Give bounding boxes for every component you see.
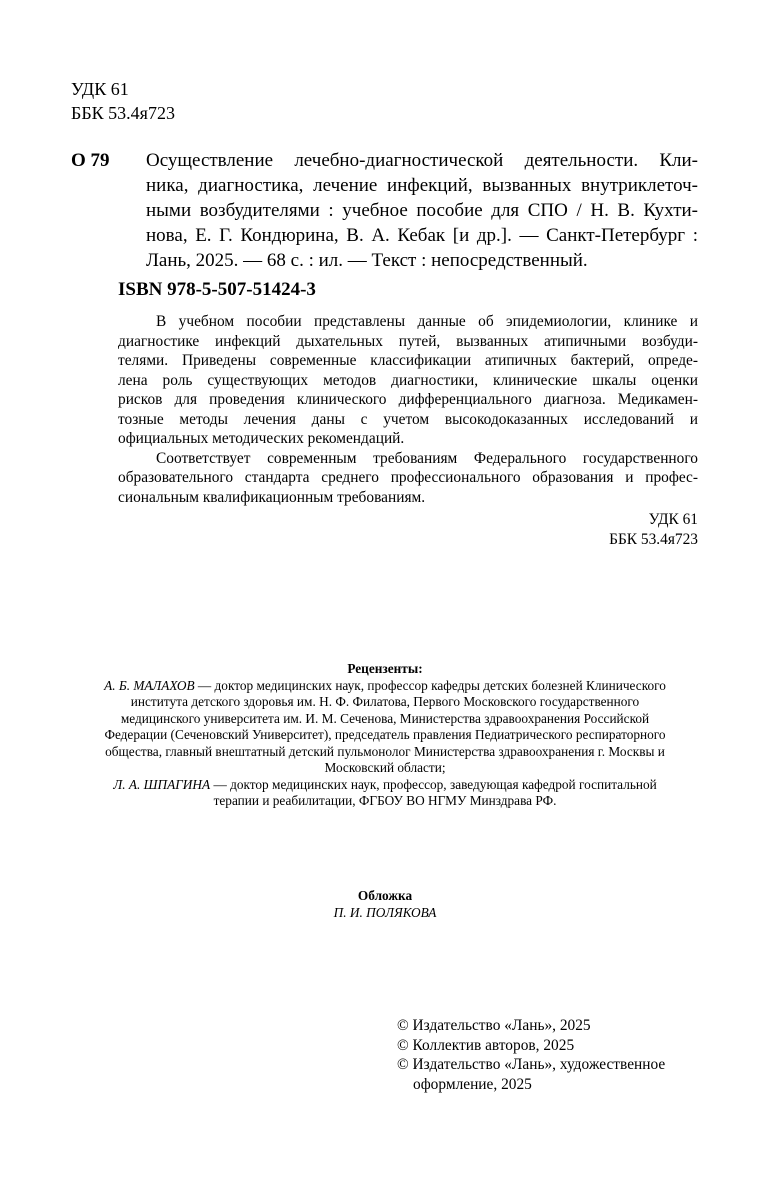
bibliographic-entry bbox=[146, 148, 698, 273]
abstract-line: диагностике инфекций дыхательных путей, вызванных атипичными возбуди- bbox=[118, 332, 698, 350]
entry-line: Лань, 2025. — 68 с. : ил. — Текст : непосредственный. bbox=[146, 250, 588, 271]
copyright-block bbox=[397, 1016, 665, 1094]
classification-top bbox=[71, 77, 175, 125]
reviewer-line: общества, главный внештатный детский пульмонолог Министерства здравоохранения г. Москвы и bbox=[105, 743, 665, 759]
abstract-line: Соответствует современным требованиям Федерального государственного bbox=[156, 449, 698, 467]
reviewer-text: — доктор медицинских наук, профессор кафедры детских болезней Клинического bbox=[194, 677, 666, 693]
copyright-line: оформление, 2025 bbox=[413, 1075, 532, 1093]
entry-line: нова, Е. Г. Кондюрина, В. А. Кебак [и др.]. — Санкт-Петербург : bbox=[146, 225, 698, 246]
copyright-line: © Издательство «Лань», 2025 bbox=[397, 1017, 591, 1034]
entry-line: Осуществление лечебно-диагностической деятельности. Кли- bbox=[146, 150, 698, 171]
copyright-line: © Коллектив авторов, 2025 bbox=[397, 1036, 575, 1054]
abstract-line: телями. Приведены современные классификации атипичных бактерий, опреде- bbox=[118, 352, 698, 369]
copyright-line: © Издательство «Лань», художественное bbox=[397, 1056, 666, 1073]
cover-designer: П. И. ПОЛЯКОВА bbox=[333, 905, 437, 920]
reviewer-line: Московский области; bbox=[324, 760, 446, 775]
reviewer-line: медицинского университета им. И. М. Сеченова, Министерства здравоохранения Российской bbox=[120, 710, 650, 726]
reviewer-name: Л. А. ШПАГИНА bbox=[113, 776, 211, 792]
abstract-line: рисков для проведения клинического дифференциального диагноза. Медикамен- bbox=[118, 391, 698, 408]
cover-credit bbox=[200, 887, 570, 921]
reviewer-line bbox=[60, 678, 710, 695]
abstract-line: образовательного стандарта среднего профессионального образования и профес- bbox=[118, 469, 698, 486]
udk-code: УДК 61 bbox=[71, 79, 129, 99]
reviewer-name: А. Б. МАЛАХОВ bbox=[104, 677, 195, 693]
classification-bottom bbox=[609, 510, 698, 550]
udk-code: УДК 61 bbox=[648, 511, 698, 528]
reviewers-block bbox=[60, 661, 710, 810]
entry-line: ника, диагностика, лечение инфекций, вызванных внутриклеточ- bbox=[146, 175, 698, 196]
reviewer-line: института детского здоровья им. Н. Ф. Филатова, Первого Московского государственного bbox=[130, 694, 640, 709]
reviewer-line bbox=[60, 777, 710, 794]
abstract-line: В учебном пособии представлены данные об эпидемиологии, клинике и bbox=[156, 313, 698, 330]
reviewer-text: — доктор медицинских наук, профессор, заведующая кафедрой госпитальной bbox=[210, 776, 657, 792]
isbn: ISBN 978-5-507-51424-3 bbox=[118, 279, 316, 300]
entry-line: ными возбудителями : учебное пособие для СПО / Н. В. Кухти- bbox=[146, 200, 698, 221]
abstract-line: лена роль существующих методов диагностики, клинические шкалы оценки bbox=[118, 371, 698, 389]
reviewer-line: Федерации (Сеченовский Университет), председатель правления Педиатрического респираторного bbox=[104, 727, 666, 742]
abstract-line: тозные методы лечения даны с учетом высокодоказанных исследований и bbox=[118, 410, 698, 428]
cover-heading: Обложка bbox=[357, 888, 413, 903]
abstract-line: сиональным квалификационным требованиям. bbox=[118, 488, 426, 506]
bbk-code: ББК 53.4я723 bbox=[71, 103, 175, 123]
abstract bbox=[118, 312, 698, 507]
bbk-code: ББК 53.4я723 bbox=[609, 531, 698, 548]
author-mark: О 79 bbox=[71, 150, 110, 171]
reviewer-line: терапии и реабилитации, ФГБОУ ВО НГМУ Минздрава РФ. bbox=[213, 793, 557, 808]
reviewers-heading: Рецензенты: bbox=[347, 661, 423, 676]
abstract-line: официальных методических рекомендаций. bbox=[118, 430, 405, 447]
